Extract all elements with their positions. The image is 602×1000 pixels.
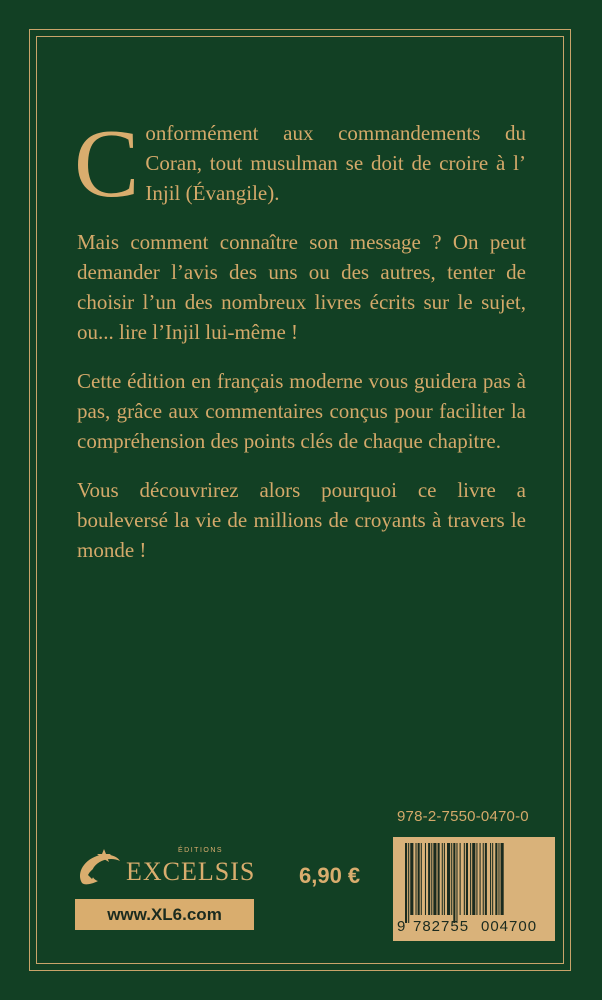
barcode-bar xyxy=(421,843,422,915)
blurb-text xyxy=(74,110,526,584)
barcode-bar xyxy=(466,843,468,915)
drop-cap: C xyxy=(74,110,140,218)
barcode-bar xyxy=(495,843,497,915)
excelsis-swirl-icon xyxy=(74,845,122,891)
barcode-digits-right: 004700 xyxy=(481,918,538,935)
barcode-bar xyxy=(444,843,445,915)
barcode-bar xyxy=(483,843,484,915)
barcode-bar xyxy=(410,843,413,915)
blurb-paragraph-2: Mais comment connaître son message ? On peut demander l’avis des uns ou des autres, tenter de choisir l’un des nombreux livres écrits sur le sujet, ou... lire l’Injil lui-même ! xyxy=(77,230,526,344)
barcode-bar xyxy=(498,843,499,915)
barcode-bar xyxy=(433,843,436,915)
barcode-bar xyxy=(442,843,443,915)
barcode-bar xyxy=(480,843,481,915)
barcode-bar xyxy=(485,843,487,915)
blurb-paragraph-1-text: onformément aux commandements du Coran, tout musulman se doit de croire à l’ Injil (Évangile). xyxy=(145,121,526,205)
price-label: 6,90 € xyxy=(299,863,361,888)
publisher-logo xyxy=(74,843,264,893)
publisher-url[interactable]: www.XL6.com xyxy=(75,899,254,930)
blurb-paragraph-4: Vous découvrirez alors pourquoi ce livre a bouleversé la vie de millions de croyants à travers le monde ! xyxy=(77,478,526,562)
barcode-bar xyxy=(501,843,504,915)
isbn-number: 978-2-7550-0470-0 xyxy=(397,808,529,825)
barcode-bar xyxy=(470,843,471,915)
publisher-name: EXCELSIS xyxy=(126,857,256,886)
barcode-bar xyxy=(405,843,407,923)
blurb-paragraph-3: Cette édition en français moderne vous guidera pas à pas, grâce aux commentaires conçus pour faciliter la compréhension des points clés de chaque chapitre. xyxy=(77,369,526,453)
barcode-bar xyxy=(428,843,430,915)
barcode-bar xyxy=(490,843,491,915)
blurb-paragraph-1 xyxy=(74,110,526,218)
barcode-bar xyxy=(431,843,432,915)
barcode-bar xyxy=(451,843,452,915)
barcode-bar xyxy=(460,843,461,915)
publisher-small-label: ÉDITIONS xyxy=(178,847,224,854)
barcode-digits-left: 782755 xyxy=(413,918,470,935)
barcode-bar xyxy=(476,843,477,915)
barcode-bar xyxy=(492,843,493,915)
barcode-bar xyxy=(447,843,450,915)
barcode-bar xyxy=(453,843,455,923)
barcode-bar xyxy=(464,843,465,915)
barcode-bar xyxy=(425,843,426,915)
barcode-bar xyxy=(416,843,417,915)
barcode-bar xyxy=(456,843,457,923)
barcode-bar xyxy=(472,843,475,915)
barcode-bar xyxy=(408,843,409,923)
barcode-bar xyxy=(438,843,440,915)
barcode xyxy=(393,837,555,941)
barcode-digit-first: 9 xyxy=(397,918,407,935)
barcode-bar xyxy=(418,843,420,915)
